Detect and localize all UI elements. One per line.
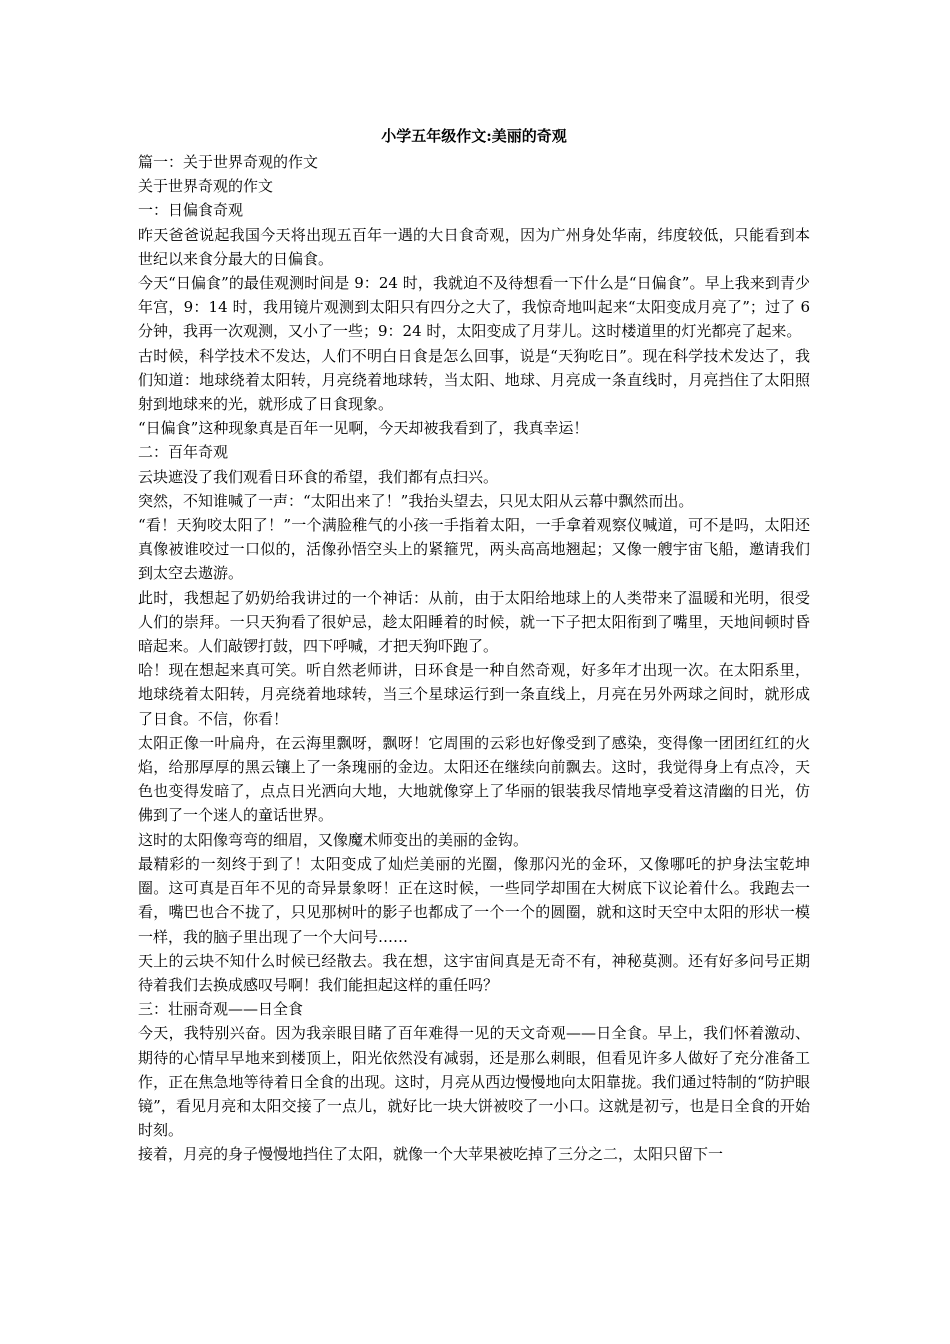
paragraph: 突然，不知谁喊了一声：“太阳出来了！”我抬头望去，只见太阳从云幕中飘然而出。 [138, 491, 694, 510]
paragraph: 古时候，科学技术不发达，人们不明白日食是怎么回事，说是“天狗吃日”。现在科学技术发达了，我们知道：地球绕着太阳转，月亮绕着地球转，当太阳、地球、月亮成一条直线时，月亮挡住了太阳照射到地球来的光，就形成了日食现象。 [138, 346, 810, 414]
part-heading-one: 一：日偏食奇观 [138, 201, 244, 220]
paragraph: 这时的太阳像弯弯的细眉，又像魔术师变出的美丽的金钩。 [138, 830, 529, 849]
paragraph: 昨天爸爸说起我国今天将出现五百年一遇的大日食奇观，因为广州身处华南，纬度较低，只能看到本世纪以来食分最大的日偏食。 [138, 225, 810, 268]
paragraph: 天上的云块不知什么时候已经散去。我在想，这宇宙间真是无奇不有，神秘莫测。还有好多问号正期待着我们去换成感叹号啊！我们能担起这样的重任吗？ [138, 951, 810, 994]
part-heading-two: 二：百年奇观 [138, 443, 229, 462]
paragraph: 今天“日偏食”的最佳观测时间是 9：24 时，我就迫不及待想看一下什么是“日偏食”。早上我来到青少年宫，9：14 时，我用镜片观测到太阳只有四分之大了，我惊奇地叫起来“太阳变成月亮了”；过了 6 分钟，我再一次观测，又小了一些；9：24 时，太阳变成了月芽儿。这时楼道里的灯光都亮了起来。 [138, 274, 810, 341]
document-title: 小学五年级作文:美丽的奇观 [381, 127, 567, 145]
paragraph: 太阳正像一叶扁舟，在云海里飘呀，飘呀！它周围的云彩也好像受到了感染，变得像一团团红红的火焰，给那厚厚的黑云镶上了一条瑰丽的金边。太阳还在继续向前飘去。这时，我觉得身上有点冷，天色也变得发暗了，点点日光洒向大地，大地就像穿上了华丽的银装我尽情地享受着这清幽的日光，仿佛到了一个迷人的童话世界。 [138, 733, 810, 825]
paragraph: “日偏食”这种现象真是百年一见啊，今天却被我看到了，我真幸运！ [138, 419, 589, 438]
paragraph: 哈！现在想起来真可笑。听自然老师讲，日环食是一种自然奇观，好多年才出现一次。在太阳系里，地球绕着太阳转，月亮绕着地球转，当三个星球运行到一条直线上，月亮在另外两球之间时，就形成了日食。不信，你看！ [138, 661, 810, 728]
paragraph: 今天，我特别兴奋。因为我亲眼目睹了百年难得一见的天文奇观——日全食。早上，我们怀着激动、期待的心情早早地来到楼顶上，阳光依然没有减弱，还是那么刺眼，但看见许多人做好了充分准备工作，正在焦急地等待着日全食的出现。这时，月亮从西边慢慢地向太阳靠拢。我们通过特制的“防护眼镜”，看见月亮和太阳交接了一点儿，就好比一块大饼被咬了一小口。这就是初亏，也是日全食的开始时刻。 [138, 1024, 810, 1140]
paragraph: 接着，月亮的身子慢慢地挡住了太阳，就像一个大苹果被吃掉了三分之二，太阳只留下一 [138, 1145, 724, 1164]
essay-subtitle: 关于世界奇观的作文 [138, 177, 274, 196]
section-heading-piece-one: 篇一：关于世界奇观的作文 [138, 153, 319, 171]
paragraph: “看！天狗咬太阳了！”一个满脸稚气的小孩一手指着太阳，一手拿着观察仪喊道，可不是吗，太阳还真像被谁咬过一口似的，活像孙悟空头上的紧箍咒，两头高高地翘起；又像一艘宇宙飞船，邀请我们到太空去遨游。 [138, 516, 810, 583]
part-heading-three: 三：壮丽奇观——日全食 [138, 1000, 304, 1019]
document-page [138, 126, 810, 1167]
paragraph: 云块遮没了我们观看日环食的希望，我们都有点扫兴。 [138, 467, 499, 486]
paragraph: 此时，我想起了奶奶给我讲过的一个神话：从前，由于太阳给地球上的人类带来了温暖和光明，很受人们的崇拜。一只天狗看了很妒忌，趁太阳睡着的时候，就一下子把太阳衔到了嘴里，天地间顿时昏暗起来。人们敲锣打鼓，四下呼喊，才把天狗吓跑了。 [138, 588, 810, 656]
paragraph: 最精彩的一刻终于到了！太阳变成了灿烂美丽的光圈，像那闪光的金环，又像哪吒的护身法宝乾坤圈。这可真是百年不见的奇异景象呀！正在这时候，一些同学却围在大树底下议论着什么。我跑去一看，嘴巴也合不拢了，只见那树叶的影子也都成了一个一个的圆圈，就和这时天空中太阳的形状一模一样，我的脑子里出现了一个大问号…… [138, 854, 810, 946]
